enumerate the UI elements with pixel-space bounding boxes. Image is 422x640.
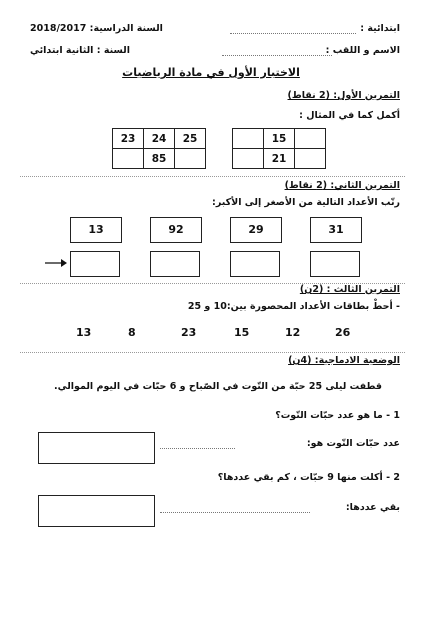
ex2-instruction: رتّب الأعداد التالية من الأصغر إلى الأكبر: — [212, 197, 400, 208]
question-1: 1 - ما هو عدد حبّات التّوت؟ — [275, 410, 400, 421]
number-card: 31 — [310, 217, 362, 243]
ex1-left-grid — [112, 128, 206, 169]
separator — [20, 352, 405, 353]
name-dots — [222, 55, 332, 56]
answer-2-label: بقي عددها: — [345, 502, 400, 513]
answer-dots — [160, 512, 310, 513]
answer-box[interactable] — [230, 251, 280, 277]
answer-box[interactable] — [38, 495, 155, 527]
grid-cell[interactable] — [175, 149, 206, 169]
answer-box[interactable] — [38, 432, 155, 464]
grid-cell[interactable] — [295, 149, 326, 169]
answer-box[interactable] — [150, 251, 200, 277]
grid-cell[interactable] — [233, 129, 264, 149]
ex3-instruction: - أحطْ بطاقات الأعداد المحصورة بين:10 و 25 — [187, 301, 400, 312]
number-card: 29 — [230, 217, 282, 243]
ex3-title: التمرين الثالث : (2ن) — [299, 284, 400, 295]
grid-cell: 24 — [144, 129, 175, 149]
number-card: 92 — [150, 217, 202, 243]
ex1-instruction: أكمل كما في المثال : — [299, 110, 400, 121]
answer-box[interactable] — [70, 251, 120, 277]
situation-text: قطفت ليلى 25 حبّة من التّوت في الصّباح و 6 حبّات في اليوم الموالي. — [54, 381, 382, 392]
answer-dots — [160, 448, 235, 449]
number-card: 13 — [70, 217, 122, 243]
school-label: ابتدائية : — [360, 23, 400, 34]
number-card[interactable]: 15 — [234, 326, 250, 339]
answer-1-label: عدد حبّات التّوت هو: — [306, 438, 400, 449]
number-card[interactable]: 8 — [128, 326, 136, 339]
grade-label: السنة : الثانية ابتدائي — [30, 45, 130, 56]
ex1-right-grid — [232, 128, 326, 169]
school-dots — [230, 33, 356, 34]
arrow-right-icon — [44, 257, 68, 269]
grid-cell: 15 — [264, 129, 295, 149]
grid-cell[interactable] — [113, 149, 144, 169]
exam-title: الاختبار الأول في مادة الرياضيات — [122, 66, 300, 79]
grid-cell: 21 — [264, 149, 295, 169]
separator — [20, 176, 405, 177]
grid-cell: 85 — [144, 149, 175, 169]
grid-cell[interactable] — [233, 149, 264, 169]
ex1-title: التمرين الأول: (2 نقاط) — [287, 90, 400, 101]
year-label: السنة الدراسية: 2018/2017 — [30, 23, 163, 34]
name-label: الاسم و اللقب : — [325, 45, 400, 56]
grid-cell[interactable] — [295, 129, 326, 149]
situation-title: الوضعية الادماجية: (4ن) — [288, 355, 400, 366]
ex2-title: التمرين الثاني: (2 نقاط) — [284, 180, 400, 191]
question-2: 2 - أكلت منها 9 حبّات ، كم بقي عددها؟ — [217, 472, 400, 483]
number-card[interactable]: 23 — [181, 326, 197, 339]
number-card[interactable]: 26 — [335, 326, 351, 339]
grid-cell: 25 — [175, 129, 206, 149]
number-card[interactable]: 12 — [285, 326, 301, 339]
grid-cell: 23 — [113, 129, 144, 149]
number-card[interactable]: 13 — [76, 326, 92, 339]
answer-box[interactable] — [310, 251, 360, 277]
